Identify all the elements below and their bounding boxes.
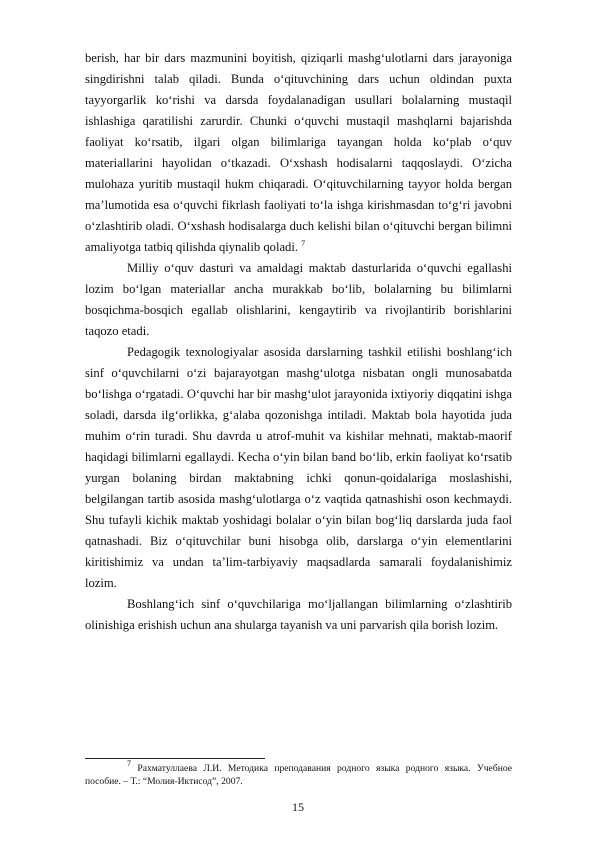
paragraph-1-text: berish, har bir dars mazmunini boyitish, qiziqarli mashg‘ulotlarni dars jarayoniga singdirishni talab qiladi. Bunda o‘qituvchining dars uchun oldindan puxta tayyorgarlik ko‘rishi va darsda foydalanadigan usullari bolalarning mustaqil ishlashiga qaratilishi zarurdir. Chunki o‘quvchi mustaqil mashqlarni bajarishda faoliyat ko‘rsatib, ilgari olgan bilimlariga tayangan holda ko‘plab o‘quv materiallarini hayolidan o‘tkazadi. O‘xshash hodisalarni taqqoslaydi. O‘zicha mulohaza yuritib mustaqil hukm chiqaradi. O‘qituvchilarning tayyor holda bergan ma’lumotida esa o‘quvchi fikrlash faoliyati to‘la ishga kirishmasdan to‘g‘ri javobni o‘zlashtirib oladi. O‘xshash hodisalarga duch kelishi bilan o‘qituvchi bergan bilimni amaliyotga tatbiq qilishda qiynalib qoladi. [85,51,512,254]
paragraph-3: Pedagogik texnologiyalar asosida darslarning tashkil etilishi boshlang‘ich sinf o‘quvchilarni o‘zi bajarayotgan mashg‘ulotga nisbatan ongli munosabatda bo‘lishga o‘rgatadi. O‘quvchi har bir mashg‘ulot jarayonida ixtiyoriy diqqatini ishga soladi, darsda ilg‘orlikka, g‘alaba qozonishga intiladi. Maktab bola hayotida juda muhim o‘rin turadi. Shu davrda u atrof-muhit va kishilar mehnati, maktab-maorif haqidagi bilimlarni egallaydi. Kecha o‘yin bilan band bo‘lib, erkin faoliyat ko‘rsatib yurgan bolaning birdan maktabning ichki qonun-qoidalariga moslashishi, belgilangan tartib asosida mashg‘ulotlarga o‘z vaqtida qatnashishi oson kechmaydi. Shu tufayli kichik maktab yoshidagi bolalar o‘yin bilan bog‘liq darslarda juda faol qatnashadi. Biz o‘qituvchilar buni hisobga olib, darslarga o‘yin elementlarini kiritishimiz va undan ta’lim-tarbiyaviy maqsadlarda samarali foydalanishimiz lozim. [85,345,512,590]
page-body [85,48,512,636]
footnote-marker: 7 [127,759,131,768]
footnote-reference[interactable]: 7 [301,239,306,248]
paragraph-1 [85,48,512,258]
paragraph-4: Boshlang‘ich sinf o‘quvchilariga mo‘ljallangan bilimlarning o‘zlashtirib olinishiga erishish uchun ana shularga tayanish va uni parvarish qila borish lozim. [85,597,512,632]
footnote-text: Рахматуллаева Л.И. Методика преподавания родного языка родного языка. Учебное пособие. – Т.: “Молия-Иктисод”, 2007. [85,763,513,787]
footnote-separator [85,758,265,759]
paragraph-2: Milliy o‘quv dasturi va amaldagi maktab dasturlarida o‘quvchi egallashi lozim bo‘lgan materiallar ancha murakkab bo‘lib, bolalarning bu bilimlarni bosqichma-bosqich egallab olishlarini, kengaytirib va rivojlantirib borishlarini taqozo etadi. [85,261,512,338]
page-number: 15 [292,800,304,814]
footnote [85,759,513,788]
footnote-text-wrap [85,759,513,788]
